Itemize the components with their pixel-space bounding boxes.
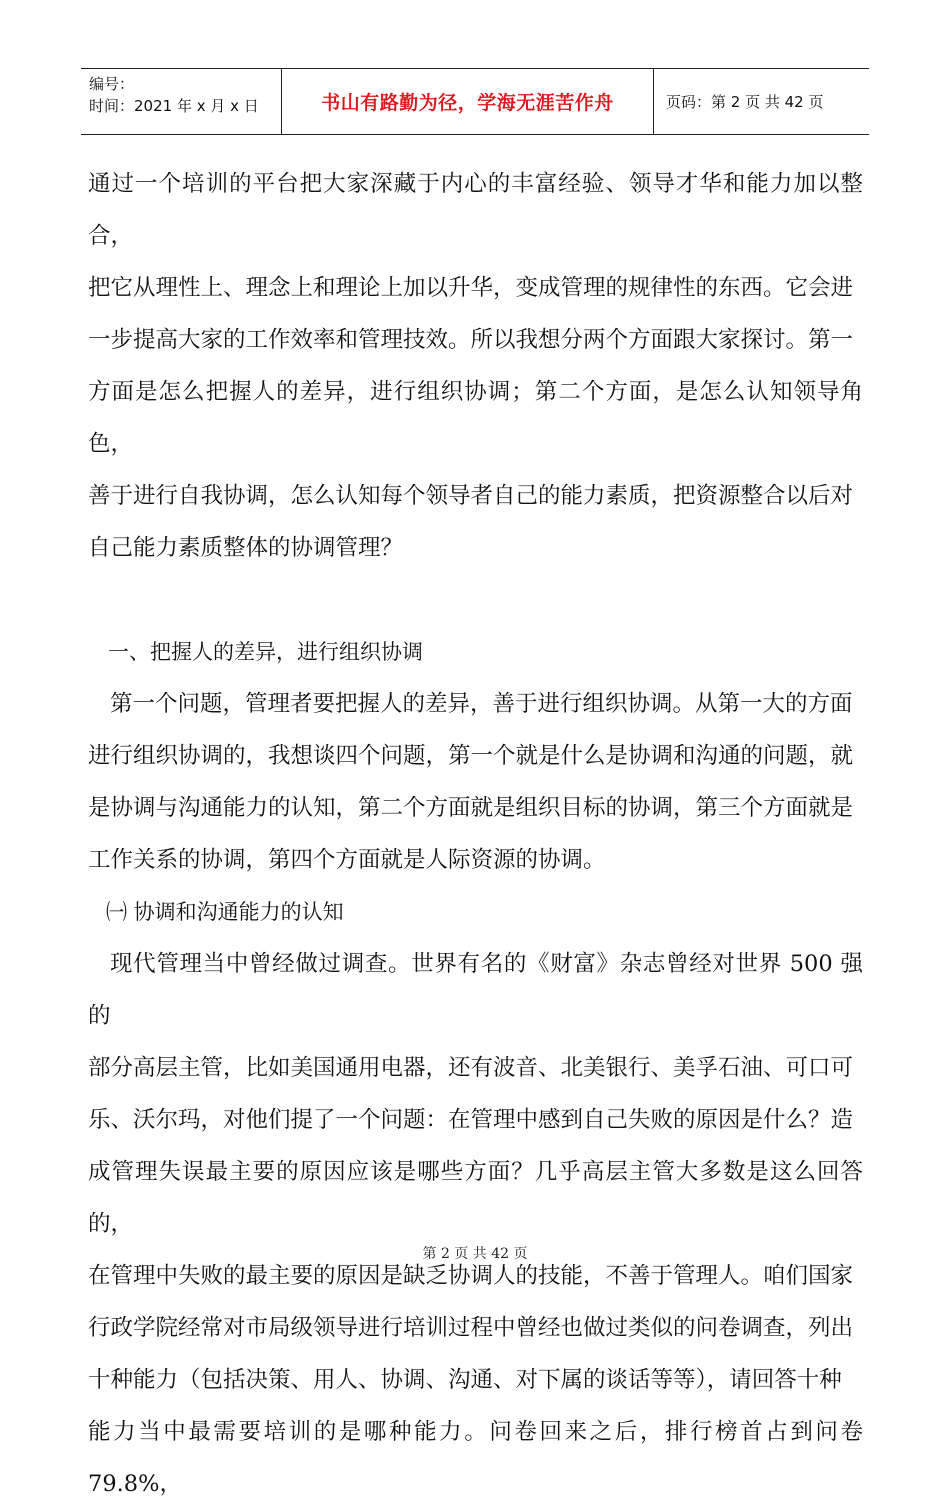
body-line: 通过一个培训的平台把大家深藏于内心的丰富经验、领导才华和能力加以整合， — [88, 171, 863, 249]
body-line: 乐、沃尔玛，对他们提了一个问题：在管理中感到自己失败的原因是什么？造 — [88, 1107, 854, 1133]
header-meta-cell — [81, 69, 282, 134]
header-page-label: 页码：第 2 页 共 42 页 — [666, 93, 824, 111]
body-line: 十种能力（包括决策、用人、协调、沟通、对下属的谈话等等），请回答十种 — [88, 1367, 842, 1393]
body-line: 成管理失误最主要的原因应该是哪些方面？几乎高层主管大多数是这么回答的， — [88, 1159, 863, 1237]
paragraph-spacer — [88, 574, 863, 626]
body-line: 把它从理性上、理念上和理论上加以升华，变成管理的规律性的东西。它会进 — [88, 275, 854, 301]
body-line: 现代管理当中曾经做过调查。世界有名的《财富》杂志曾经对世界 500 强的 — [88, 951, 863, 1029]
document-number-label: 编号： — [89, 75, 135, 93]
body-line: 自己能力素质整体的协调管理？ — [88, 535, 404, 561]
body-line: 一步提高大家的工作效率和管理技效。所以我想分两个方面跟大家探讨。第一 — [88, 327, 854, 353]
document-header — [81, 68, 869, 135]
page-footer: 第 2 页 共 42 页 — [422, 1246, 528, 1262]
document-body — [88, 158, 863, 1510]
body-line: 第一个问题，管理者要把握人的差异，善于进行组织协调。从第一大的方面 — [110, 691, 853, 717]
body-line: 行政学院经常对市局级领导进行培训过程中曾经也做过类似的问卷调查，列出 — [88, 1315, 854, 1341]
body-line: 进行组织协调的，我想谈四个问题，第一个就是什么是协调和沟通的问题，就 — [88, 743, 854, 769]
section-heading: 一、把握人的差异，进行组织协调 — [108, 640, 423, 664]
document-date-label: 时间：2021 年 x 月 x 日 — [89, 97, 259, 115]
header-motto: 书山有路勤为径，学海无涯苦作舟 — [282, 69, 654, 134]
body-line: 工作关系的协调，第四个方面就是人际资源的协调。 — [88, 847, 606, 873]
body-line: 能力当中最需要培训的是哪种能力。问卷回来之后，排行榜首占到问卷 79.8%， — [88, 1419, 863, 1497]
body-line: 部分高层主管，比如美国通用电器，还有波音、北美银行、美孚石油、可口可 — [88, 1055, 854, 1081]
body-line: 在管理中失败的最主要的原因是缺乏协调人的技能，不善于管理人。咱们国家 — [88, 1263, 854, 1289]
body-line: 善于进行自我协调，怎么认知每个领导者自己的能力素质，把资源整合以后对 — [88, 483, 854, 509]
subsection-heading: ㈠ 协调和沟通能力的认知 — [106, 900, 344, 924]
body-line: 是协调与沟通能力的认知，第二个方面就是组织目标的协调，第三个方面就是 — [88, 795, 854, 821]
body-line: 方面是怎么把握人的差异，进行组织协调；第二个方面，是怎么认知领导角色， — [88, 379, 863, 457]
